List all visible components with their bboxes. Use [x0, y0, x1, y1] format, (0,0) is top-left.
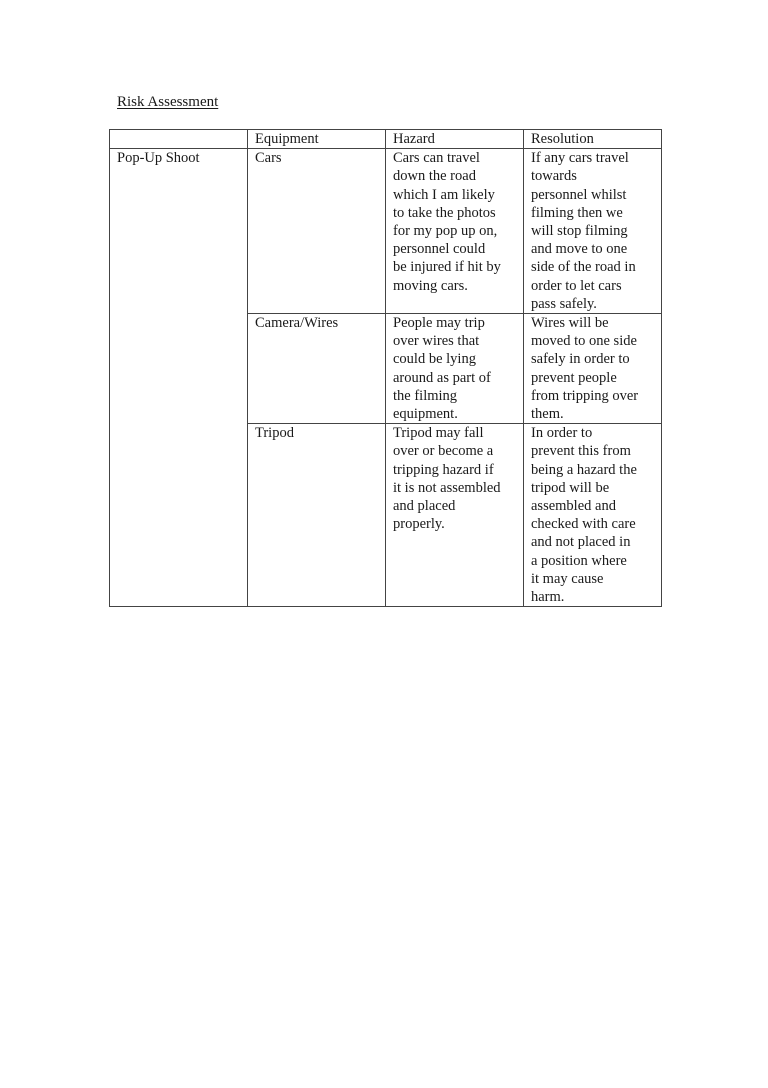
equipment-cell [248, 149, 386, 314]
equipment-cell [248, 314, 386, 424]
activity-label: Pop-Up Shoot [117, 150, 200, 167]
equipment-cell [248, 424, 386, 607]
risk-assessment-table [109, 129, 662, 607]
header-activity [110, 130, 248, 149]
page-title: Risk Assessment [117, 94, 219, 110]
resolution-cell [524, 424, 662, 607]
table-row [110, 149, 662, 314]
table-header-row [110, 130, 662, 149]
equipment-text: Cars [255, 150, 282, 167]
equipment-text: Camera/Wires [255, 315, 339, 332]
hazard-text: People may trip over wires that could be lying around as part of the filming equipment. [393, 315, 491, 423]
hazard-text: Cars can travel down the road which I am likely to take the photos for my pop up on, personnel could be injured if hit by moving cars. [393, 150, 501, 294]
activity-cell [110, 149, 248, 607]
resolution-text: If any cars travel towards personnel whilst filming then we will stop filming and move to one side of the road in order to let cars pass safely. [531, 150, 636, 312]
resolution-cell [524, 149, 662, 314]
hazard-text: Tripod may fall over or become a tripping hazard if it is not assembled and placed properly. [393, 425, 501, 533]
header-resolution: Resolution [524, 130, 662, 149]
hazard-cell [386, 314, 524, 424]
hazard-cell [386, 424, 524, 607]
resolution-cell [524, 314, 662, 424]
resolution-text: Wires will be moved to one side safely in order to prevent people from tripping over them. [531, 315, 639, 423]
resolution-text: In order to prevent this from being a hazard the tripod will be assembled and checked with care and not placed in a position where it may cause harm. [531, 425, 637, 606]
hazard-cell [386, 149, 524, 314]
equipment-text: Tripod [255, 425, 294, 442]
header-equipment: Equipment [248, 130, 386, 149]
header-hazard: Hazard [386, 130, 524, 149]
